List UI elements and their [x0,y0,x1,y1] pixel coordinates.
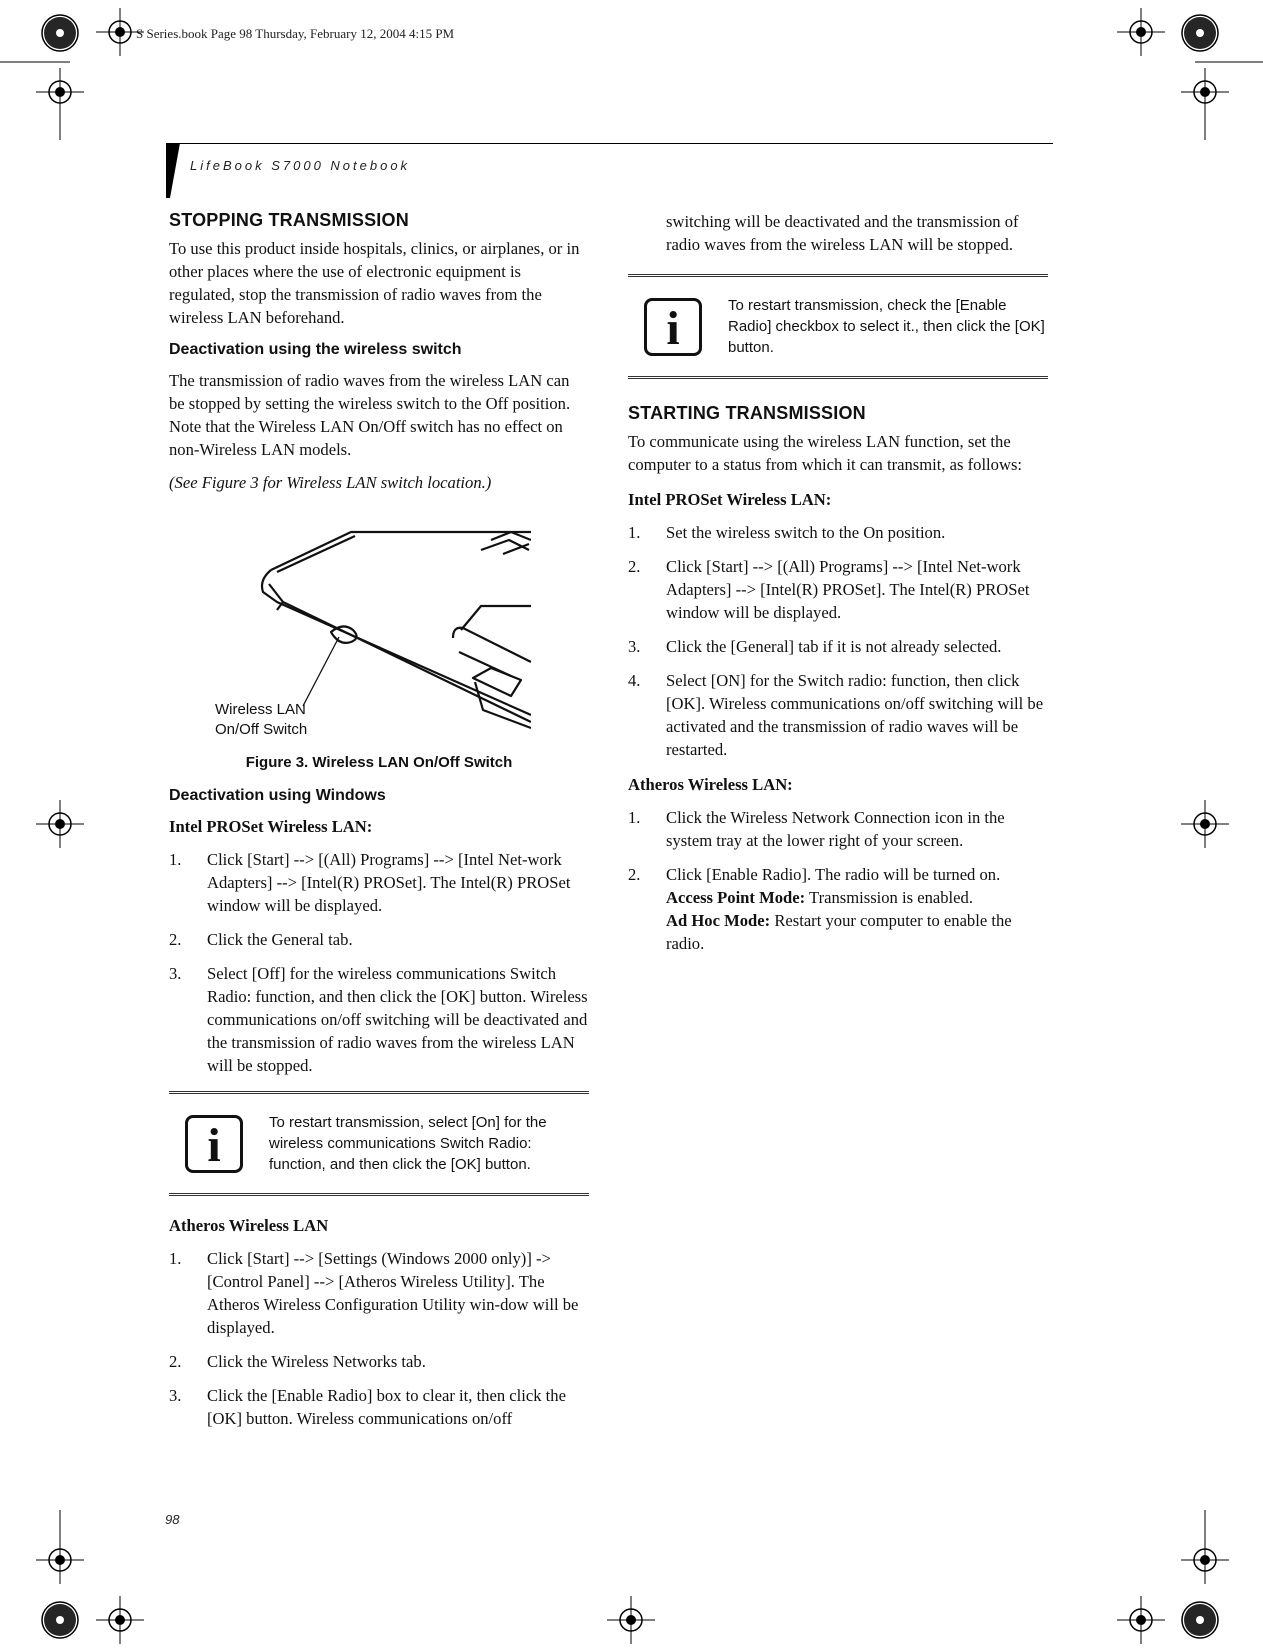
access-point-label: Access Point Mode: [666,888,806,907]
paragraph-starting: To communicate using the wireless LAN function, set the computer to a status from which it can transmit, as follows: [628,432,1023,474]
intel-title-right: Intel PROSet Wireless LAN: [628,490,832,509]
list-item: 2. Click [Enable Radio]. The radio will be turned on. Access Point Mode: Transmission is enabled. Ad Hoc Mode: Restart your computer to enable the radio. [628,865,1012,953]
intel-title-left: Intel PROSet Wireless LAN: [169,817,373,836]
list-item: 2. Click the Wireless Networks tab. [169,1352,426,1371]
print-header: S Series.book Page 98 Thursday, February 12, 2004 4:15 PM [136,26,455,41]
info-icon: i [185,1115,243,1173]
heading-deactivation-windows: Deactivation using Windows [169,787,386,804]
note-box-left [169,1091,589,1196]
heading-deactivation-switch: Deactivation using the wireless switch [169,341,462,358]
list-item: 1. Click the Wireless Network Connection icon in the system tray at the lower right of your screen. [628,808,1005,850]
note-box-right [628,274,1048,379]
paragraph-switch: The transmission of radio waves from the wireless LAN can be stopped by setting the wireless switch to the Off position. Note that the Wireless LAN On/Off switch has no effect on non-Wireless LAN models. [169,371,571,459]
atheros-steps-left [169,1247,589,1430]
atheros-steps-right [628,806,1048,955]
info-icon: i [644,298,702,356]
atheros-title-left: Atheros Wireless LAN [169,1216,329,1235]
paragraph-see-figure: (See Figure 3 for Wireless LAN switch location.) [169,473,492,492]
atheros-title-right: Atheros Wireless LAN: [628,775,793,794]
page-number: 98 [165,1512,180,1527]
figure-caption: Figure 3. Wireless LAN On/Off Switch [245,754,513,771]
heading-starting-transmission: STARTING TRANSMISSION [628,403,866,423]
list-item: 1. Set the wireless switch to the On position. [628,523,946,542]
header-rule [168,143,1053,144]
list-item: 2. Click the General tab. [169,930,353,949]
heading-stopping-transmission: STOPPING TRANSMISSION [169,210,409,230]
note-text: To restart transmission, select [On] for the wireless communications Switch Radio: function, and then click the [OK] button. [269,1114,547,1173]
right-column [628,200,1048,966]
header-tab-mark [166,143,180,198]
list-item: 3. Click the [General] tab if it is not already selected. [628,637,1002,656]
figure-label-line-1: Wireless LAN [215,701,306,718]
list-item: 2. Click [Start] --> [(All) Programs] --> [Intel Net-work Adapters] --> [Intel(R) PROSet]. The Intel(R) PROSet window will be displayed. [628,557,1030,622]
paragraph-continued: switching will be deactivated and the transmission of radio waves from the wireless LAN will be stopped. [666,212,1019,254]
note-text: To restart transmission, check the [Enable Radio] checkbox to select it., then click the [OK] button. [728,297,1045,356]
paragraph-stopping: To use this product inside hospitals, clinics, or airplanes, or in other places where the use of electronic equipment is regulated, stop the transmission of radio waves from the wireless LAN beforehand. [169,239,580,327]
ad-hoc-label: Ad Hoc Mode: [666,911,771,930]
figure-label [215,700,307,740]
list-item: 3. Click the [Enable Radio] box to clear it, then click the [OK] button. Wireless communications on/off [169,1386,566,1428]
running-header: LifeBook S7000 Notebook [190,158,411,173]
intel-steps-right [628,521,1048,761]
intel-steps-left [169,848,589,1077]
list-item: 1. Click [Start] --> [(All) Programs] --> [Intel Net-work Adapters] --> [Intel(R) PROSet]. The Intel(R) PROSet window will be displayed. [169,850,571,915]
list-item: 4. Select [ON] for the Switch radio: function, then click [OK]. Wireless communications on/off switching will be activated and the transmission of radio waves will be restarted. [628,671,1044,759]
list-item: 1. Click [Start] --> [Settings (Windows 2000 only)] -> [Control Panel] --> [Atheros Wireless Utility]. The Atheros Wireless Configuration Utility win-dow will be displayed. [169,1249,579,1337]
list-item: 3. Select [Off] for the wireless communications Switch Radio: function, and then click the [OK] button. Wireless communications on/off switching will be deactivated and the transmission of radio waves from the wireless LAN will be stopped. [169,964,588,1075]
left-column [169,200,589,1441]
figure-wireless-switch [191,510,531,740]
figure-label-line-2: On/Off Switch [215,721,308,738]
